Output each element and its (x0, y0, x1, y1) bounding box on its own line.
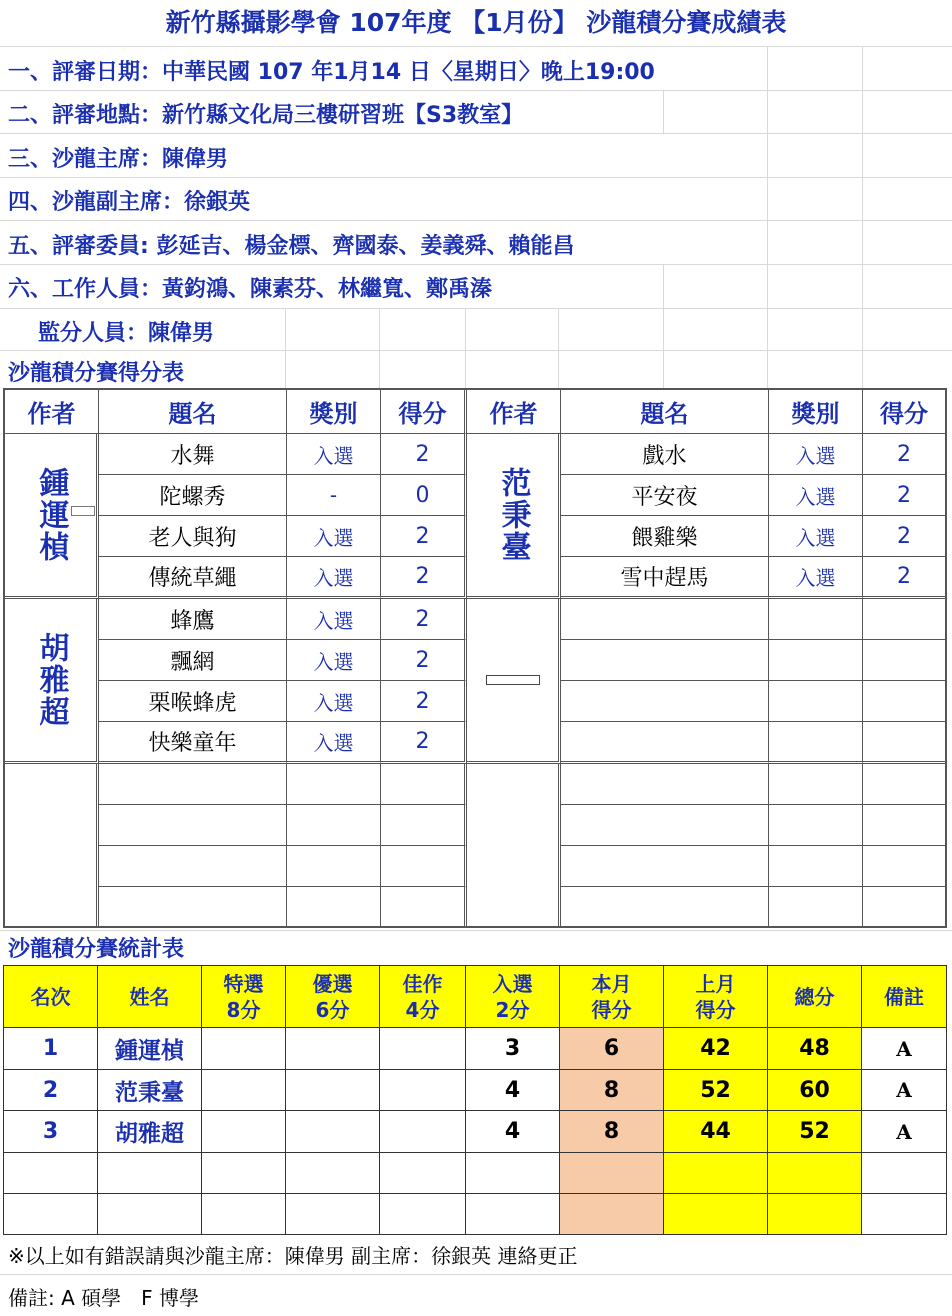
score-table-title: 沙龍積分賽得分表 (8, 361, 185, 386)
empty-cell (202, 1194, 286, 1234)
empty-cell (381, 805, 467, 846)
empty-cell (769, 599, 863, 640)
score-table (3, 388, 947, 928)
stats-header-last-month (664, 966, 768, 1028)
author-cell: 胡雅超 (5, 599, 99, 764)
empty-cell (381, 887, 467, 926)
entry-score: 2 (381, 722, 467, 764)
empty-cell (381, 846, 467, 887)
entry-score: 2 (381, 516, 467, 557)
empty-cell (769, 846, 863, 887)
stats-special (202, 1070, 286, 1111)
stats-header-excellent (286, 966, 380, 1028)
entry-score: 0 (381, 475, 467, 516)
empty-cell (769, 722, 863, 764)
empty-cell (769, 805, 863, 846)
stats-header-last-month-line2: 得分 (695, 997, 736, 1022)
entry-title: 飄網 (99, 640, 287, 681)
stats-selected: 4 (466, 1070, 560, 1111)
entry-title: 雪中趕馬 (561, 557, 769, 599)
entry-title: 快樂童年 (99, 722, 287, 764)
empty-cell (863, 846, 945, 887)
entry-score: 2 (381, 681, 467, 722)
header-score-left: 得分 (381, 390, 467, 434)
stats-header-special-label: 特選 (223, 971, 264, 996)
empty-cell (4, 1153, 98, 1194)
entry-score: 2 (863, 475, 945, 516)
stats-header-this-month (560, 966, 664, 1028)
header-title-right: 題名 (561, 390, 769, 434)
empty-cell (664, 1153, 768, 1194)
entry-score: 2 (863, 434, 945, 475)
stats-special (202, 1028, 286, 1070)
info-score-supervisor: 監分人員：陳偉男 (38, 321, 215, 346)
empty-cell (287, 887, 381, 926)
empty-cell (202, 1153, 286, 1194)
footer-correction-note: ※以上如有錯誤請與沙龍主席：陳偉男 副主席：徐銀英 連絡更正 (8, 1244, 578, 1268)
stats-name: 鍾運楨 (98, 1028, 202, 1070)
entry-award: 入選 (287, 681, 381, 722)
stats-merit (380, 1111, 466, 1153)
stats-header-excellent-points: 6分 (315, 997, 350, 1022)
info-staff: 六、工作人員：黃鈞鴻、陳素芬、林繼寬、鄭禹溱 (8, 277, 493, 302)
stats-header-merit-points: 4分 (405, 997, 440, 1022)
header-award-left: 獎別 (287, 390, 381, 434)
empty-cell (287, 846, 381, 887)
empty-cell (769, 764, 863, 805)
stats-excellent (286, 1028, 380, 1070)
empty-cell (863, 722, 945, 764)
entry-award: 入選 (769, 475, 863, 516)
empty-cell (768, 1194, 862, 1234)
page-title: 新竹縣攝影學會 107年度 【1月份】 沙龍積分賽成績表 (165, 8, 787, 37)
empty-cell (380, 1194, 466, 1234)
stats-header-selected-points: 2分 (495, 997, 530, 1022)
entry-title: 餵雞樂 (561, 516, 769, 557)
empty-cell (769, 887, 863, 926)
stats-header-selected (466, 966, 560, 1028)
stats-name: 范秉臺 (98, 1070, 202, 1111)
stats-merit (380, 1028, 466, 1070)
stats-last-month: 52 (664, 1070, 768, 1111)
stats-header-special (202, 966, 286, 1028)
empty-cell (99, 846, 287, 887)
empty-cell (768, 1153, 862, 1194)
header-author-right: 作者 (467, 390, 561, 434)
info-judges: 五、評審委員: 彭延吉、楊金標、齊國泰、姜義舜、賴能昌 (8, 234, 575, 259)
header-title-left: 題名 (99, 390, 287, 434)
stats-rank: 3 (4, 1111, 98, 1153)
empty-cell (863, 887, 945, 926)
empty-cell (561, 846, 769, 887)
empty-cell (99, 764, 287, 805)
entry-title: 老人與狗 (99, 516, 287, 557)
empty-cell (769, 640, 863, 681)
stats-last-month: 44 (664, 1111, 768, 1153)
entry-score: 2 (863, 557, 945, 599)
entry-score: 2 (381, 640, 467, 681)
empty-cell (664, 1194, 768, 1234)
entry-score: 2 (381, 434, 467, 475)
stats-header-excellent-label: 優選 (312, 971, 353, 996)
empty-cell (561, 764, 769, 805)
entry-award: 入選 (287, 557, 381, 599)
entry-title: 戲水 (561, 434, 769, 475)
empty-cell (380, 1153, 466, 1194)
empty-cell (862, 1194, 946, 1234)
entry-title: 水舞 (99, 434, 287, 475)
empty-cell (560, 1194, 664, 1234)
empty-cell (863, 764, 945, 805)
empty-cell (466, 1194, 560, 1234)
entry-award: 入選 (287, 434, 381, 475)
stats-total: 48 (768, 1028, 862, 1070)
entry-score: 2 (381, 557, 467, 599)
stats-name: 胡雅超 (98, 1111, 202, 1153)
author-cell: 范秉臺 (467, 434, 561, 599)
stats-header-merit-label: 佳作 (402, 971, 443, 996)
empty-cell (863, 805, 945, 846)
stats-merit (380, 1070, 466, 1111)
stats-header-total: 總分 (768, 966, 862, 1028)
stats-remark: A (862, 1070, 946, 1111)
stats-this-month: 8 (560, 1070, 664, 1111)
entry-award: 入選 (769, 516, 863, 557)
stats-remark: A (862, 1028, 946, 1070)
empty-cell (98, 1194, 202, 1234)
empty-cell (286, 1194, 380, 1234)
stats-selected: 3 (466, 1028, 560, 1070)
empty-cell (769, 681, 863, 722)
author-cell-empty (467, 599, 561, 764)
empty-cell (467, 764, 561, 926)
stats-last-month: 42 (664, 1028, 768, 1070)
footer-remark-legend: 備註: A 碩學 F 博學 (8, 1286, 199, 1310)
empty-cell (99, 805, 287, 846)
empty-cell (561, 681, 769, 722)
entry-award: 入選 (287, 640, 381, 681)
info-chair: 三、沙龍主席：陳偉男 (8, 147, 229, 172)
stats-this-month: 6 (560, 1028, 664, 1070)
stats-excellent (286, 1070, 380, 1111)
entry-award: - (287, 475, 381, 516)
entry-title: 蜂鷹 (99, 599, 287, 640)
stats-header-rank: 名次 (4, 966, 98, 1028)
stats-header-merit (380, 966, 466, 1028)
empty-cell (286, 1153, 380, 1194)
entry-title: 陀螺秀 (99, 475, 287, 516)
stats-header-last-month-line1: 上月 (695, 971, 736, 996)
entry-award: 入選 (287, 516, 381, 557)
stats-header-special-points: 8分 (226, 997, 261, 1022)
stats-header-this-month-line1: 本月 (591, 971, 632, 996)
author-cell: 鍾運楨 (5, 434, 99, 599)
cell-marker (486, 675, 540, 685)
stats-total: 60 (768, 1070, 862, 1111)
stats-rank: 1 (4, 1028, 98, 1070)
info-judging-venue: 二、評審地點：新竹縣文化局三樓研習班【S3教室】 (8, 103, 524, 128)
stats-excellent (286, 1111, 380, 1153)
empty-cell (381, 764, 467, 805)
empty-cell (561, 640, 769, 681)
empty-cell (4, 1194, 98, 1234)
empty-cell (862, 1153, 946, 1194)
stats-remark: A (862, 1111, 946, 1153)
stats-header-selected-label: 入選 (492, 971, 533, 996)
stats-total: 52 (768, 1111, 862, 1153)
empty-cell (863, 599, 945, 640)
stats-header-name: 姓名 (98, 966, 202, 1028)
empty-cell (287, 805, 381, 846)
stats-header-remark: 備註 (862, 966, 946, 1028)
stats-table (3, 965, 947, 1235)
empty-cell (561, 599, 769, 640)
empty-cell (466, 1153, 560, 1194)
empty-cell (863, 640, 945, 681)
empty-cell (5, 764, 99, 926)
empty-cell (560, 1153, 664, 1194)
entry-award: 入選 (769, 434, 863, 475)
entry-score: 2 (381, 599, 467, 640)
empty-cell (863, 681, 945, 722)
empty-cell (561, 722, 769, 764)
empty-cell (561, 805, 769, 846)
header-award-right: 獎別 (769, 390, 863, 434)
info-judging-date: 一、評審日期：中華民國 107 年1月14 日〈星期日〉晚上19:00 (8, 60, 655, 85)
cell-marker (71, 506, 95, 516)
entry-award: 入選 (287, 599, 381, 640)
entry-award: 入選 (769, 557, 863, 599)
header-score-right: 得分 (863, 390, 945, 434)
empty-cell (98, 1153, 202, 1194)
empty-cell (287, 764, 381, 805)
stats-special (202, 1111, 286, 1153)
stats-header-this-month-line2: 得分 (591, 997, 632, 1022)
stats-table-title: 沙龍積分賽統計表 (8, 937, 185, 962)
info-vice-chair: 四、沙龍副主席：徐銀英 (8, 190, 251, 215)
entry-title: 栗喉蜂虎 (99, 681, 287, 722)
entry-title: 平安夜 (561, 475, 769, 516)
entry-award: 入選 (287, 722, 381, 764)
empty-cell (561, 887, 769, 926)
header-author-left: 作者 (5, 390, 99, 434)
empty-cell (99, 887, 287, 926)
entry-score: 2 (863, 516, 945, 557)
stats-rank: 2 (4, 1070, 98, 1111)
entry-title: 傳統草繩 (99, 557, 287, 599)
stats-this-month: 8 (560, 1111, 664, 1153)
stats-selected: 4 (466, 1111, 560, 1153)
